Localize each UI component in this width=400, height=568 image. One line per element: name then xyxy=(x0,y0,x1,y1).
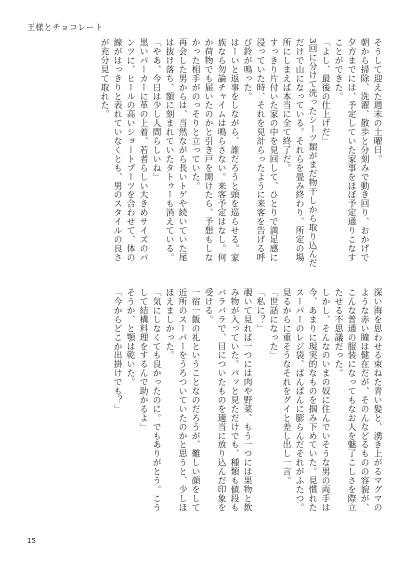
paragraph: 3回に分けて洗ったシーツ類がまだ物干しから取り込んだだけで山になっている。それらを畳み終わり、所定の場所にしまえば本当に全て終了だ。 xyxy=(281,38,317,268)
paragraph: しかし、そんなのいまの奴に住んでいそうな男の両手は今、あまりに現実的なものを掴み下めていた。見慣れたスーパーのレジ袋、ぱんぱんに膨らんだそれがふたつ。 xyxy=(294,288,330,512)
paragraph: 黒いパーカーに革の上着、若者らしい大きめサイズのパンツに、ヒールの高いショートブーツを合わせて、体の線がはっきりと表れていなくとも、男のスタイルの良さが充分見て取れた。 xyxy=(99,38,148,262)
text-band-top xyxy=(38,38,383,268)
paragraph: 深い海を思わせる束ねた青い髪と、湧き上がるマグマのような赤い瞳は健在だが、そのんなどるものの容貌が、こんな普通の服装になってもなお人を魅了こしさを際立たせる不思議だった。 xyxy=(333,288,382,512)
paragraph: 見るからに重そうなそれをグイと差し出し一言。 xyxy=(281,288,291,485)
text-band-bottom xyxy=(38,288,383,520)
paragraph: 朝から掃除、洗濯、散歩と分刻みで動き回り、おかげで夕方までには、予定していた家事をほぼ予定通りこなすことができた。 xyxy=(333,38,369,262)
paragraph: 「よし、最後の仕上げだ」 xyxy=(320,38,330,146)
paragraph: そうして迎えた週末の土曜日。 xyxy=(372,38,382,164)
paragraph: はーいと返事をしながら、誰だろうと頭を巡らせる。家族なら勿論チャイムは鳴らさない。来客予定はなし。何か荷物でも届いたのかと引き戸を開けたら、予想もしなかった相手がのっそりと立っていた。 xyxy=(190,38,239,262)
paragraph: そうか、と顎は乾いた。 xyxy=(125,288,135,387)
paragraph: 再会した男からは、当然ながら長いトゲや続いていた尾は抜け落ち、額に刻まれていたタトゥーも消えている。 xyxy=(164,38,187,262)
paragraph: 「私に？」 xyxy=(255,288,265,333)
running-header: 王様とチョコレート xyxy=(27,23,104,32)
paragraph: 「世話になった」 xyxy=(268,288,278,360)
paragraph: 覗いて見れば一つには肉や野菜、もう一つには果物と飲み物が入っていた。パッと見ただけでも、種類も値段もバラバラで、目についたものを適当に放り込んだ印象を受ける。 xyxy=(203,288,252,512)
page-number: 15 xyxy=(27,537,36,545)
paragraph: 一宿一飯の礼ということなのだろうが、難しい顔をして近所のスーパーをうろついていたのかと思うと、少しほほえましかった。 xyxy=(164,288,200,512)
paragraph: 「気にしなくても良かったのに。でもありがとう。こうして結構料理をするんで助かるよ」 xyxy=(138,288,161,512)
paragraph: 「やあ、今日は少し人間らしいね」 xyxy=(151,38,161,182)
paragraph: すっきり片付いた家の中を見回して、ひとりで満足感に浸っていた時、それを見計らったように来客を告げる呼び鈴が鳴った。 xyxy=(242,38,278,262)
paragraph: 「今からどこか出掛けでも？」 xyxy=(112,288,122,414)
